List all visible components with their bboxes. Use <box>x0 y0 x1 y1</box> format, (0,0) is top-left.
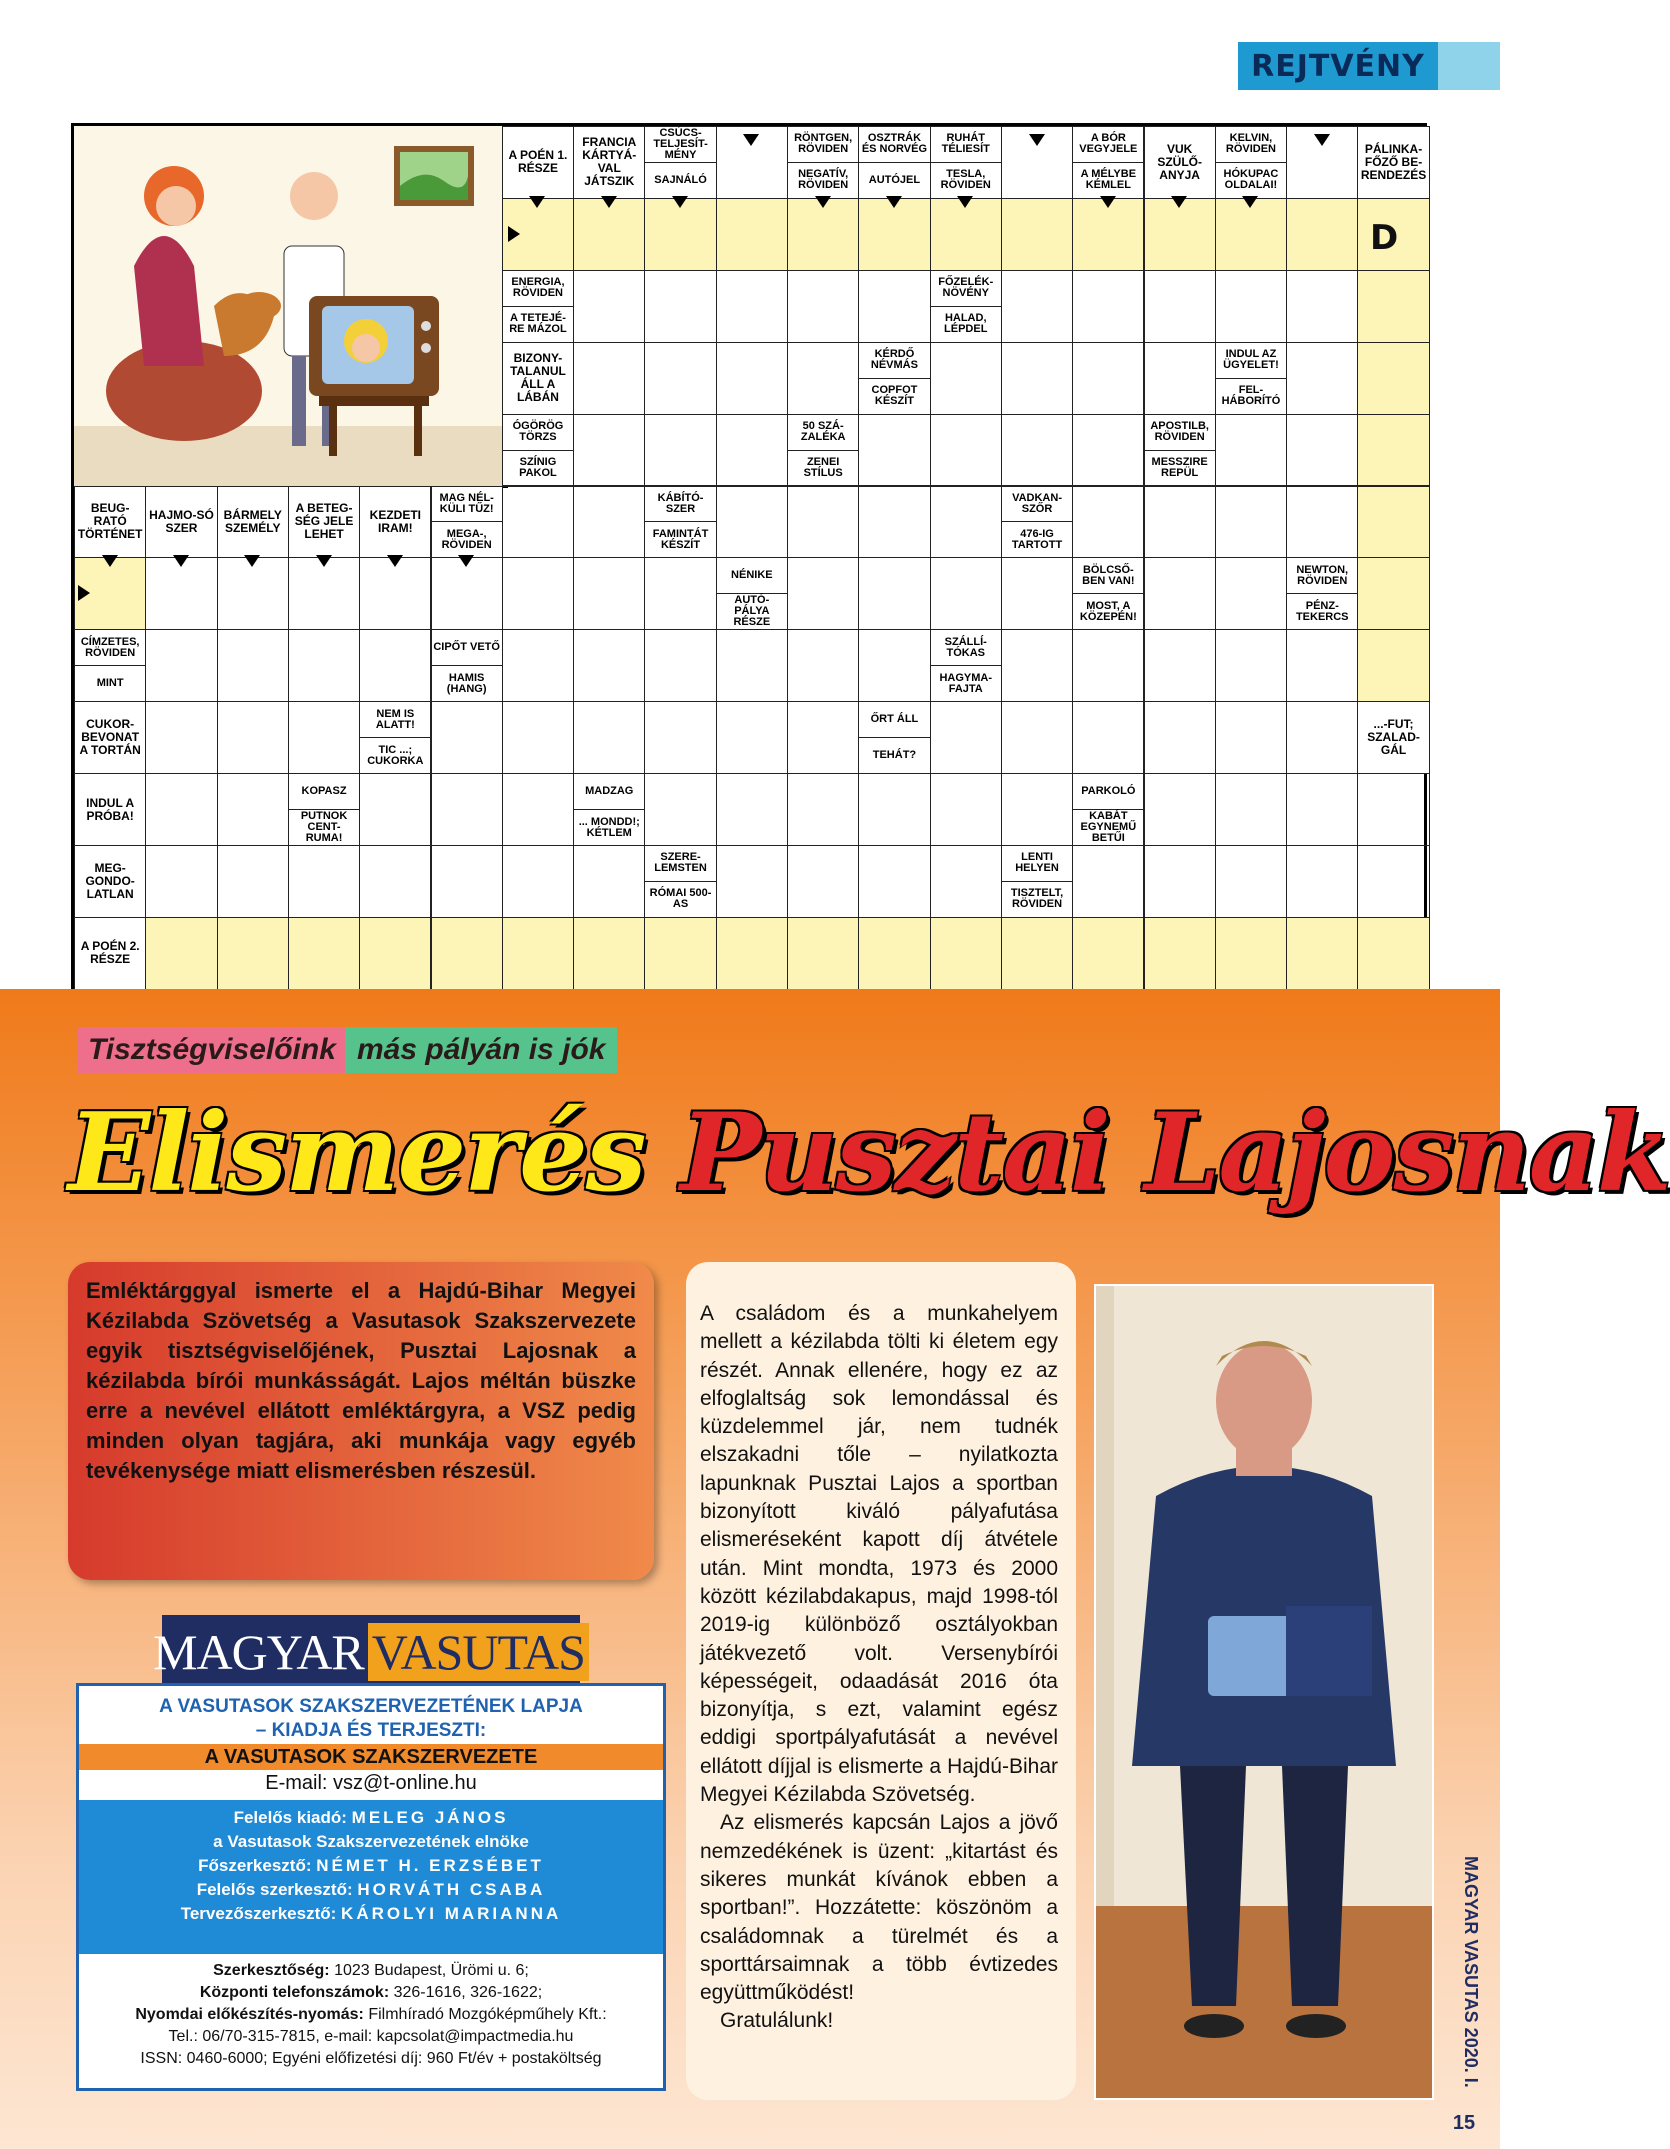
answer-cell <box>787 917 859 990</box>
answer-cell <box>1215 414 1287 487</box>
answer-cell <box>1357 557 1429 630</box>
imprint-phones-row <box>79 1984 663 2002</box>
print-label: Nyomdai előkészítés-nyomás: <box>135 2006 364 2023</box>
crossword-grid <box>71 123 1427 989</box>
answer-cell <box>1286 845 1358 918</box>
answer-cell <box>1001 198 1073 271</box>
arrow-right-icon <box>508 226 520 242</box>
answer-cell <box>1072 486 1144 559</box>
answer-cell <box>1072 342 1144 415</box>
arrow-down-icon <box>316 555 332 567</box>
answer-cell <box>145 773 217 846</box>
answer-cell <box>858 198 930 271</box>
answer-cell <box>502 629 574 702</box>
answer-cell <box>502 701 574 774</box>
section-tab <box>1238 42 1500 90</box>
answer-cell <box>502 773 574 846</box>
chief-name: NÉMET H. ERZSÉBET <box>316 1856 544 1875</box>
answer-cell <box>1144 198 1216 271</box>
clue-box: AUTÓ-PÁLYA RÉSZE <box>716 593 788 630</box>
clue-box: MAG NÉL-KÜLI TŰZ! <box>431 486 503 523</box>
answer-cell <box>787 270 859 343</box>
clue-box: HAGYMA-FAJTA <box>930 665 1002 702</box>
answer-cell <box>1357 414 1429 487</box>
arrow-down-icon <box>886 196 902 208</box>
clue-box: NEGATÍV, RÖVIDEN <box>787 162 859 199</box>
answer-cell <box>858 557 930 630</box>
answer-cell <box>1144 270 1216 343</box>
clue-box: TESLA, RÖVIDEN <box>930 162 1002 199</box>
arrow-down-icon <box>815 196 831 208</box>
clue-box: ŐRT ÁLL <box>858 701 930 738</box>
arrow-right-icon <box>78 585 90 601</box>
answer-cell <box>288 917 360 990</box>
portrait-drawing <box>1096 1286 1432 2098</box>
imprint-line-1: A VASUTASOK SZAKSZERVEZETÉNEK LAPJA <box>159 1696 583 1717</box>
answer-cell <box>217 845 289 918</box>
clue-box: ZENEI STÍLUS <box>787 450 859 487</box>
body-paragraph-1: A családom és a munkahelyem mellett a kézilabda tölti ki életem egy részét. Annak ellenére, hogy ez az elfoglaltság sok lemondással és küzdelemmel jár, nem tudnék elszakadni tőle – nyilatkozta lapunknak Pusztai Lajos a sportban bizonyított kiváló pályafutása elismeréseként kapott díj átvétele után. Mint mondta, 1973 és 2000 között kézilabdakapus, majd 1998-tól 2019-ig különböző osztályokban játékvezető volt. Versenybírói képességeit, odaadását 2016 óta bizonyítja, s ezt, valamint egész eddigi sportpályafutását a nevével ellátott díjjal is elismerte a Hajdú-Bihar Megyei Kézilabda Szövetség. <box>700 1302 1058 1807</box>
imprint-chief-row <box>79 1856 663 1876</box>
clue-box: VADKAN-SZŐR <box>1001 486 1073 523</box>
clue-box: NEM IS ALATT! <box>359 701 431 738</box>
answer-cell <box>644 701 716 774</box>
answer-cell <box>1357 629 1429 702</box>
clue-box: PÁLINKA-FŐZŐ BE-RENDEZÉS <box>1357 126 1429 199</box>
answer-cell <box>716 198 788 271</box>
answer-cell <box>1072 701 1144 774</box>
answer-cell <box>145 845 217 918</box>
answer-cell <box>1357 845 1429 918</box>
answer-cell <box>145 557 217 630</box>
answer-cell <box>1072 845 1144 918</box>
clue-box: MEGA-, RÖVIDEN <box>431 521 503 558</box>
clue-box: 50 SZÁ-ZALÉKA <box>787 414 859 451</box>
answer-cell <box>787 773 859 846</box>
designer-name: KÁROLYI MARIANNA <box>341 1904 562 1923</box>
clue-box: A POÉN 2. RÉSZE <box>74 917 146 990</box>
clue-box: CIPŐT VETŐ <box>431 629 503 666</box>
answer-cell <box>573 198 645 271</box>
cartoon-illustration <box>74 126 508 488</box>
arrow-down-icon <box>173 555 189 567</box>
clue-box: TEHÁT? <box>858 737 930 774</box>
body-paragraph-2: Az elismerés kapcsán Lajos a jövő nemzedékének is üzent: „kitartást és sikeres munkát kívánok ebben a sportban!”. Hozzátette: köszönöm a családomnak a türelmét és a sporttársaimnak a több évtizedes együttműködést! <box>700 1811 1058 2005</box>
clue-box: PÉNZ-TEKERCS <box>1286 593 1358 630</box>
answer-cell <box>288 701 360 774</box>
kicker-label-1: Tisztségviselőink <box>78 1027 346 1073</box>
answer-cell <box>644 342 716 415</box>
imprint-issn: ISSN: 0460-6000; Egyéni előfizetési díj: 960 Ft/év + postaköltség <box>140 2050 602 2067</box>
answer-cell <box>1001 342 1073 415</box>
answer-cell <box>217 629 289 702</box>
answer-cell <box>644 629 716 702</box>
clue-box: 476-IG TARTOTT <box>1001 521 1073 558</box>
imprint-box <box>76 1683 666 2091</box>
answer-cell <box>1001 701 1073 774</box>
answer-cell <box>1357 486 1429 559</box>
answer-cell <box>217 917 289 990</box>
arrow-down-icon <box>387 555 403 567</box>
answer-cell <box>1144 342 1216 415</box>
logo-word-1: MAGYAR <box>153 1624 364 1680</box>
answer-cell <box>145 917 217 990</box>
answer-cell <box>930 486 1002 559</box>
answer-cell <box>145 629 217 702</box>
clue-box: BIZONY-TALANUL ÁLL A LÁBÁN <box>502 342 574 415</box>
answer-cell <box>1144 845 1216 918</box>
answer-cell <box>573 270 645 343</box>
headline-part-2: Pusztai Lajosnak <box>680 1090 1670 1216</box>
answer-cell <box>716 845 788 918</box>
headline-part-1: Elismerés <box>68 1090 645 1216</box>
clue-box: RÓMAI 500-AS <box>644 881 716 918</box>
clue-box: KABÁT EGYNEMŰ BETŰI <box>1072 809 1144 846</box>
imprint-print-row <box>79 2006 663 2024</box>
answer-cell <box>787 557 859 630</box>
answer-cell <box>1286 198 1358 271</box>
editor-name: HORVÁTH CSABA <box>357 1880 546 1899</box>
imprint-email: E-mail: vsz@t-online.hu <box>265 1772 477 1794</box>
clue-box: HALAD, LÉPDEL <box>930 306 1002 343</box>
answer-cell <box>787 845 859 918</box>
phones-label: Központi telefonszámok: <box>199 1984 390 2001</box>
answer-cell <box>787 701 859 774</box>
clue-box: KÉRDŐ NÉVMÁS <box>858 342 930 379</box>
clue-box: SAJNÁLÓ <box>644 162 716 199</box>
arrow-down-icon <box>1029 134 1045 146</box>
answer-cell <box>1215 486 1287 559</box>
designer-label: Tervezőszerkesztő: <box>180 1904 337 1923</box>
clue-box: HÓKUPAC OLDALAI! <box>1215 162 1287 199</box>
answer-cell <box>1144 629 1216 702</box>
answer-cell <box>359 917 431 990</box>
answer-cell <box>930 198 1002 271</box>
publisher-label: Felelős kiadó: <box>233 1808 347 1827</box>
imprint-designer-row <box>79 1904 663 1924</box>
answer-cell <box>1286 773 1358 846</box>
clue-box: MESSZIRE REPÜL <box>1144 450 1216 487</box>
arrow-down-icon <box>244 555 260 567</box>
answer-cell <box>502 486 574 559</box>
clue-box: CSÚCS-TELJESÍT-MÉNY <box>644 126 716 163</box>
clue-box: A BETEG-SÉG JELE LEHET <box>288 486 360 559</box>
answer-cell <box>431 845 503 918</box>
clue-box: MADZAG <box>573 773 645 810</box>
clue-box: FEL-HÁBORÍTÓ <box>1215 378 1287 415</box>
editor-label: Felelős szerkesztő: <box>196 1880 353 1899</box>
answer-cell <box>716 486 788 559</box>
clue-box: NÉNIKE <box>716 557 788 594</box>
clue-box: SZERE-LEMSTEN <box>644 845 716 882</box>
print-value: Filmhíradó Mozgóképműhely Kft.: <box>368 2006 607 2023</box>
clue-box: A POÉN 1. RÉSZE <box>502 126 574 199</box>
clue-box: KÁBÍTÓ-SZER <box>644 486 716 523</box>
answer-cell <box>145 701 217 774</box>
clue-box: VUK SZÜLŐ-ANYJA <box>1144 126 1216 199</box>
clue-box: ...-FUT; SZALAD-GÁL <box>1357 701 1429 774</box>
clue-box: LENTI HELYEN <box>1001 845 1073 882</box>
answer-cell <box>1357 917 1429 990</box>
answer-cell <box>1286 917 1358 990</box>
answer-cell <box>431 773 503 846</box>
answer-cell <box>573 557 645 630</box>
answer-cell <box>1144 557 1216 630</box>
clue-box: CUKOR-BEVONAT A TORTÁN <box>74 701 146 774</box>
clue-box: ... MONDD!; KÉTLEM <box>573 809 645 846</box>
answer-cell <box>217 557 289 630</box>
answer-cell <box>573 342 645 415</box>
arrow-down-icon <box>957 196 973 208</box>
answer-cell <box>573 414 645 487</box>
clue-box: BEUG-RATÓ TÖRTÉNET <box>74 486 146 559</box>
answer-cell <box>930 701 1002 774</box>
answer-cell <box>1286 270 1358 343</box>
answer-cell <box>573 701 645 774</box>
clue-box: A BÓR VEGYJELE <box>1072 126 1144 163</box>
answer-cell <box>1215 701 1287 774</box>
imprint-office-row <box>79 1962 663 1980</box>
office-label: Szerkesztőség: <box>213 1962 330 1979</box>
answer-cell <box>1144 773 1216 846</box>
clue-box: CÍMZETES, RÖVIDEN <box>74 629 146 666</box>
vertical-issue-text: MAGYAR VASUTAS 2020. I. <box>1461 1856 1481 2088</box>
clue-box: FAMINTÁT KÉSZÍT <box>644 521 716 558</box>
answer-cell <box>288 629 360 702</box>
clue-box: KOPASZ <box>288 773 360 810</box>
answer-cell <box>644 270 716 343</box>
answer-cell <box>1215 270 1287 343</box>
answer-cell <box>1001 557 1073 630</box>
clue-box: ENERGIA, RÖVIDEN <box>502 270 574 307</box>
answer-cell <box>644 557 716 630</box>
answer-cell <box>1001 917 1073 990</box>
answer-cell <box>573 917 645 990</box>
clue-box: FRANCIA KÁRTYÁ-VAL JÁTSZIK <box>573 126 645 199</box>
answer-cell <box>1215 629 1287 702</box>
clue-box: A MÉLYBE KÉMLEL <box>1072 162 1144 199</box>
body-paragraph-3: Gratulálunk! <box>720 2009 834 2033</box>
clue-box: SZÍNIG PAKOL <box>502 450 574 487</box>
answer-cell <box>1072 917 1144 990</box>
arrow-down-icon <box>1171 196 1187 208</box>
answer-cell <box>1286 486 1358 559</box>
clue-box: COPFOT KÉSZÍT <box>858 378 930 415</box>
section-label: REJTVÉNY <box>1238 42 1438 90</box>
page-number: 15 <box>1452 2112 1476 2134</box>
answer-cell <box>502 845 574 918</box>
answer-cell <box>1215 917 1287 990</box>
vertical-issue-label <box>1448 1856 1481 2088</box>
answer-cell <box>288 845 360 918</box>
answer-cell <box>1072 629 1144 702</box>
answer-cell <box>787 629 859 702</box>
answer-cell <box>431 917 503 990</box>
clue-box: RÖNTGEN, RÖVIDEN <box>787 126 859 163</box>
answer-cell <box>1286 414 1358 487</box>
answer-cell <box>1286 342 1358 415</box>
answer-cell <box>1144 701 1216 774</box>
kicker-label-2: más pályán is jók <box>345 1027 617 1073</box>
answer-cell <box>1215 198 1287 271</box>
answer-cell <box>1072 270 1144 343</box>
arrow-down-icon <box>529 196 545 208</box>
clue-box: PUTNOK CENT-RUMA! <box>288 809 360 846</box>
answer-cell <box>359 629 431 702</box>
answer-cell <box>930 773 1002 846</box>
clue-box: KELVIN, RÖVIDEN <box>1215 126 1287 163</box>
answer-cell <box>858 414 930 487</box>
answer-cell <box>1357 773 1429 846</box>
arrow-down-icon <box>102 555 118 567</box>
imprint-tel: Tel.: 06/70-315-7815, e-mail: kapcsolat@impactmedia.hu <box>168 2028 574 2045</box>
answer-cell <box>1001 629 1073 702</box>
clue-box: KEZDETI IRAM! <box>359 486 431 559</box>
arrow-down-icon <box>601 196 617 208</box>
answer-cell <box>573 845 645 918</box>
answer-cell <box>787 198 859 271</box>
answer-cell <box>1286 629 1358 702</box>
office-address: 1023 Budapest, Ürömi u. 6; <box>334 1962 529 1979</box>
d-letter-mark: D <box>1370 218 1399 258</box>
answer-cell <box>217 701 289 774</box>
answer-cell <box>1357 270 1429 343</box>
answer-cell <box>431 557 503 630</box>
clue-box: INDUL AZ ÜGYELET! <box>1215 342 1287 379</box>
clue-box: MINT <box>74 665 146 702</box>
answer-cell <box>787 342 859 415</box>
arrow-down-icon <box>672 196 688 208</box>
clue-box: AUTÓJEL <box>858 162 930 199</box>
answer-cell <box>1215 557 1287 630</box>
answer-cell <box>930 557 1002 630</box>
answer-cell <box>1072 414 1144 487</box>
answer-cell <box>930 342 1002 415</box>
answer-cell <box>716 342 788 415</box>
answer-cell <box>716 270 788 343</box>
answer-cell <box>1001 773 1073 846</box>
answer-cell <box>502 917 574 990</box>
phones-value: 326-1616, 326-1622; <box>393 1984 543 2001</box>
clue-box: HAJMO-SÓ SZER <box>145 486 217 559</box>
answer-cell <box>930 917 1002 990</box>
clue-box: BÁRMELY SZEMÉLY <box>217 486 289 559</box>
clue-box: BÖLCSŐ-BEN VAN! <box>1072 557 1144 594</box>
answer-cell <box>787 486 859 559</box>
answer-cell <box>217 773 289 846</box>
arrow-down-icon <box>1242 196 1258 208</box>
magazine-logo <box>153 1615 585 1689</box>
answer-cell <box>359 773 431 846</box>
answer-cell <box>644 198 716 271</box>
answer-cell <box>573 486 645 559</box>
answer-cell <box>1001 414 1073 487</box>
answer-cell <box>716 629 788 702</box>
answer-cell <box>1215 773 1287 846</box>
answer-cell <box>288 557 360 630</box>
clue-box: APOSTILB, RÖVIDEN <box>1144 414 1216 451</box>
answer-cell <box>359 845 431 918</box>
answer-cell <box>930 414 1002 487</box>
publisher-name: MELEG JÁNOS <box>351 1808 509 1827</box>
arrow-down-icon <box>1100 196 1116 208</box>
answer-cell <box>858 629 930 702</box>
clue-box: HAMIS (HANG) <box>431 665 503 702</box>
clue-box: OSZTRÁK ÉS NORVÉG <box>858 126 930 163</box>
answer-cell <box>858 917 930 990</box>
cartoon-drawing <box>74 126 506 486</box>
headline <box>68 1088 1670 1218</box>
logo-word-2: VASUTAS <box>368 1623 589 1681</box>
clue-box: PARKOLÓ <box>1072 773 1144 810</box>
answer-cell <box>930 845 1002 918</box>
answer-cell <box>858 773 930 846</box>
publisher-role: a Vasutasok Szakszervezetének elnöke <box>213 1832 529 1851</box>
answer-cell <box>359 557 431 630</box>
imprint-editor-row <box>79 1880 663 1900</box>
answer-cell <box>502 557 574 630</box>
imprint-publisher-row <box>79 1808 663 1828</box>
answer-cell <box>1001 270 1073 343</box>
clue-box: INDUL A PRÓBA! <box>74 773 146 846</box>
arrow-down-icon <box>743 134 759 146</box>
answer-cell <box>1286 701 1358 774</box>
arrow-down-icon <box>1314 134 1330 146</box>
answer-cell <box>858 270 930 343</box>
answer-cell <box>1144 917 1216 990</box>
arrow-down-icon <box>458 555 474 567</box>
clue-box: MEG-GONDO-LATLAN <box>74 845 146 918</box>
clue-box: A TETEJÉ-RE MÁZOL <box>502 306 574 343</box>
article-body <box>686 1262 1076 2100</box>
answer-cell <box>1072 198 1144 271</box>
answer-cell <box>716 773 788 846</box>
answer-cell <box>858 845 930 918</box>
answer-cell <box>644 414 716 487</box>
chief-label: Főszerkesztő: <box>198 1856 312 1875</box>
clue-box: RUHÁT TÉLIESÍT <box>930 126 1002 163</box>
clue-box: ÓGÖRÖG TÖRZS <box>502 414 574 451</box>
answer-cell <box>716 414 788 487</box>
answer-cell <box>1215 845 1287 918</box>
portrait-photo <box>1094 1284 1434 2100</box>
answer-cell <box>716 917 788 990</box>
answer-cell <box>1357 342 1429 415</box>
clue-box: TIC ...; CUKORKA <box>359 737 431 774</box>
answer-cell <box>716 701 788 774</box>
answer-cell <box>573 629 645 702</box>
clue-box: TISZTELT, RÖVIDEN <box>1001 881 1073 918</box>
imprint-line-3: A VASUTASOK SZAKSZERVEZETE <box>79 1744 663 1770</box>
answer-cell <box>858 486 930 559</box>
clue-box: NEWTON, RÖVIDEN <box>1286 557 1358 594</box>
answer-cell <box>431 701 503 774</box>
imprint-line-2: – KIADJA ÉS TERJESZTI: <box>255 1720 487 1741</box>
answer-cell <box>644 773 716 846</box>
answer-cell <box>1144 486 1216 559</box>
clue-box: MOST, A KÖZEPÉN! <box>1072 593 1144 630</box>
answer-cell <box>644 917 716 990</box>
lead-paragraph: Emléktárggyal ismerte el a Hajdú-Bihar Megyei Kézilabda Szövetség a Vasutasok Szakszervezete egyik tisztségviselőjének, Pusztai Lajosnak a kézilabda bírói munkásságát. Lajos méltán büszke erre a nevével ellátott emléktárgyra, a VSZ pedig minden olyan tagjára, aki munkája vagy egyéb tevékenysége miatt elismerésben részesül. <box>68 1262 654 1580</box>
clue-box: FŐZELÉK-NÖVÉNY <box>930 270 1002 307</box>
clue-box: SZÁLLÍ-TÓKAS <box>930 629 1002 666</box>
